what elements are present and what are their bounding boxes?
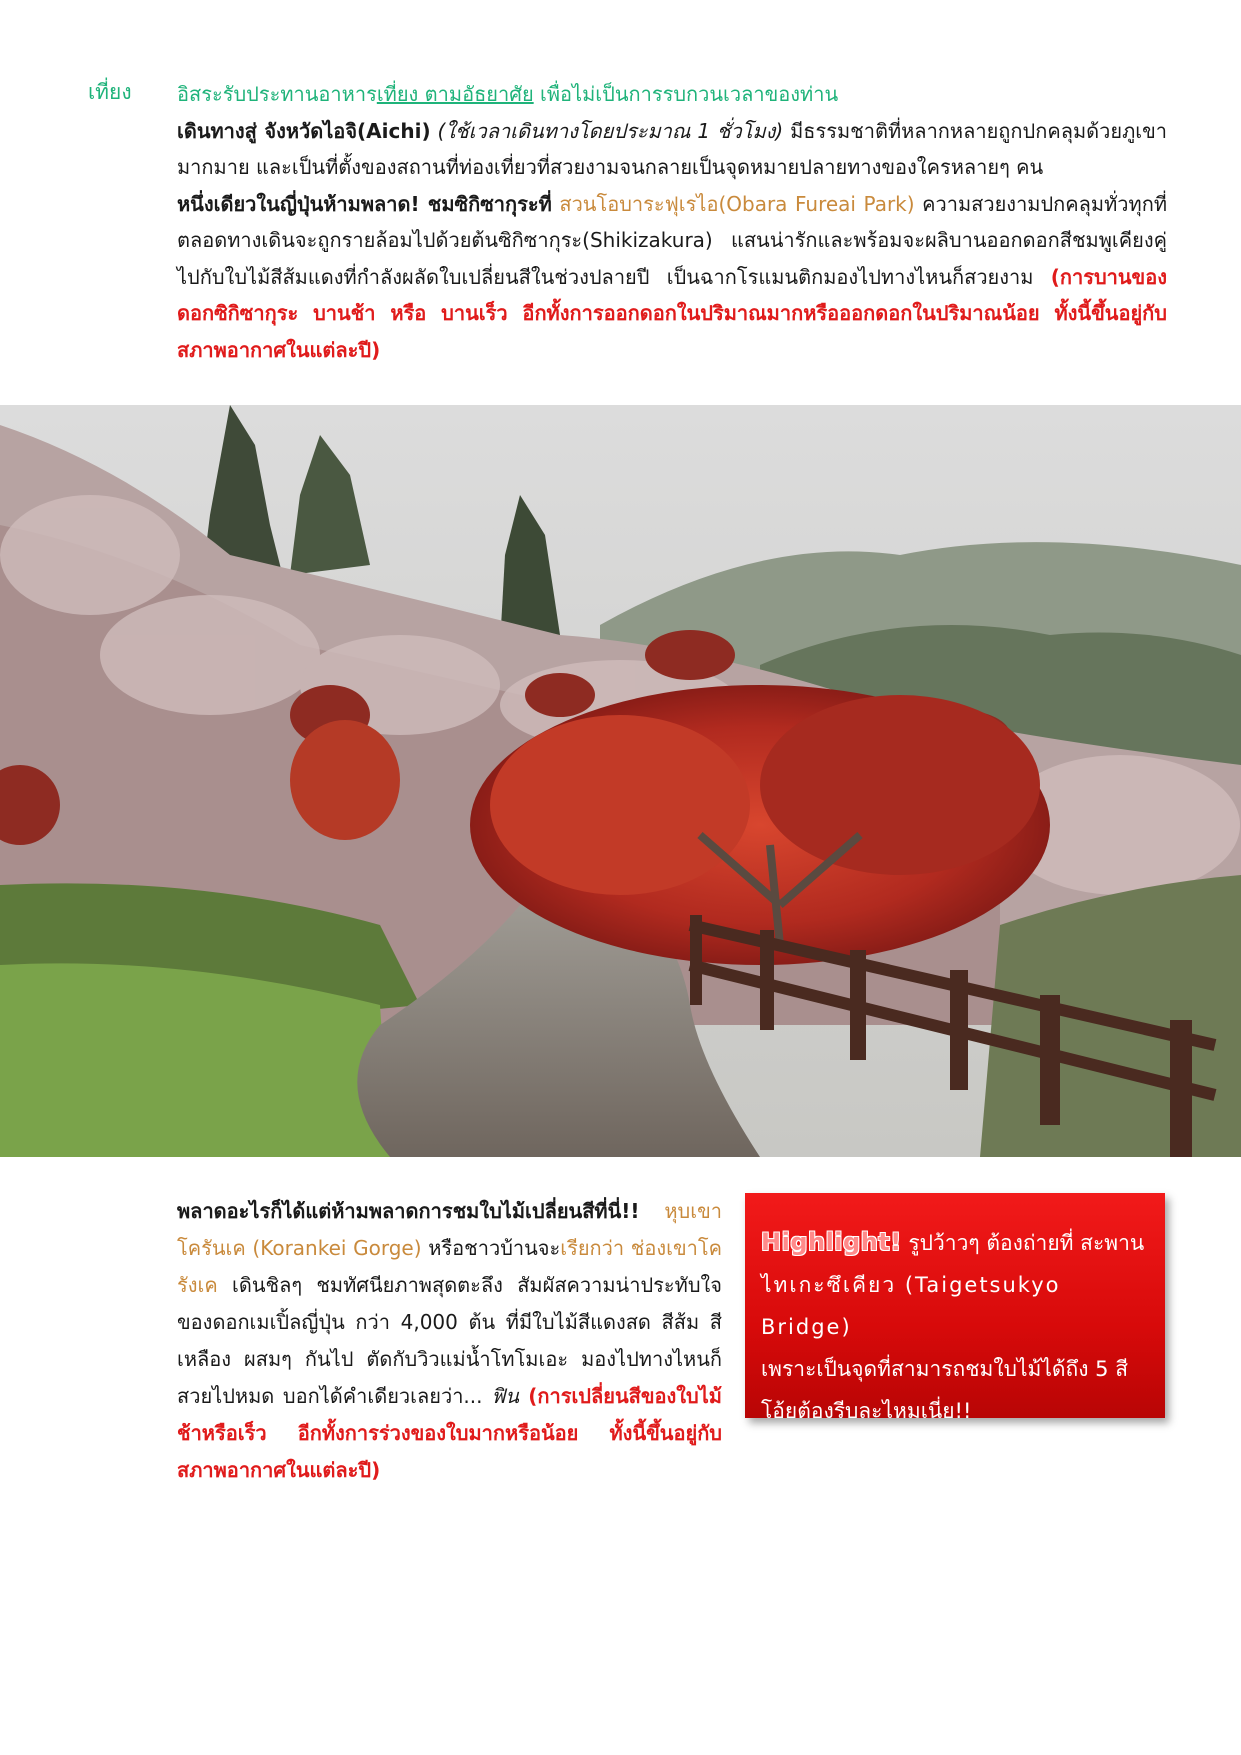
travel-duration: (ใช้เวลาเดินทางโดยประมาณ 1 ชั่วโมง) [430,118,784,143]
lunch-paragraph [177,76,1167,113]
korankei-text [177,1193,722,1489]
highlight-line-2: ไทเกะซึเคียว (Taigetsukyo Bridge) [761,1273,1061,1339]
highlight-line-1 [761,1221,1147,1264]
photo-illustration [0,405,1241,1157]
park-note: (การบานของดอกซิกิซากุระ บานช้า หรือ บานเร็ว อีกทั้งการออกดอกในปริมาณมากหรือออกดอกในปริมาณน้อย ทั้งนี้ขึ้นอยู่กับสภาพอากาศในแต่ละปี) [177,264,1167,362]
korankei-local-call: หรือชาวบ้านจะ [421,1236,561,1260]
lunch-pre: อิสระรับประทานอาหาร [177,82,377,106]
park-name: สวนโอบาระฟุเรไอ(Obara Fureai Park) [551,191,915,216]
travel-paragraph [177,113,1167,186]
korankei-local-name: เรียกว่า ช่องเขาโครังเค [177,1236,722,1297]
park-paragraph [177,186,1167,369]
highlight-line-4: โอ้ยต้องรีบละไหมเนี่ย!! [761,1399,972,1423]
highlight-line-3: เพราะเป็นจุดที่สามารถชมใบไม้ได้ถึง 5 สี [761,1357,1129,1381]
lunch-post: เพื่อไม่เป็นการรบกวนเวลาของท่าน [533,82,839,106]
korankei-place: หุบเขาโครันเค (Korankei Gorge) [177,1199,722,1260]
travel-desc: มีธรรมชาติที่หลากหลายถูกปกคลุมด้วยภูเขามากมาย และเป็นที่ตั้งของสถานที่ท่องเที่ยวที่สวยงามจนกลายเป็นจุดหมายปลายทางของใครหลายๆ คน [177,118,1167,179]
park-headline: หนึ่งเดียวในญี่ปุ่นห้ามพลาด! ชมซิกิซากุระที่ [177,191,552,216]
lunch-underlined: เที่ยง ตามอัธยาศัย [376,82,534,106]
korankei-paragraph [177,1193,722,1489]
time-label: เที่ยง [88,80,132,104]
korankei-intro: พลาดอะไรก็ได้แต่ห้ามพลาดการชมใบไม้เปลี่ยนสีที่นี่!! [177,1199,640,1223]
korankei-desc: เดินชิลๆ ชมทัศนียภาพสุดตะลึง สัมผัสความน่าประทับใจของดอกเมเปิ้ลญี่ปุ่น กว่า 4,000 ต้น ที่มีใบไม้สีแดงสด สีส้ม สีเหลือง ผสมๆ กันไป ตัดกับวิวแม่น้ำโทโมเอะ มองไปทางไหนก็สวยไปหมด บอกได้คำเดียวเลยว่า... [177,1273,722,1408]
autumn-park-photo [0,405,1241,1157]
korankei-fin: ฟิน [482,1384,519,1408]
travel-title: เดินทางสู่ จังหวัดไอจิ(Aichi) [177,118,431,143]
korankei-note: (การเปลี่ยนสีของใบไม้ ช้าหรือเร็ว อีกทั้งการร่วงของใบมากหรือน้อย ทั้งนี้ขึ้นอยู่กับสภาพอากาศในแต่ละปี) [177,1384,722,1482]
park-desc: ความสวยงามปกคลุมทั่วทุกที่ ตลอดทางเดินจะถูกรายล้อมไปด้วยต้นซิกิซากุระ(Shikizakura) แสนน่ารักและพร้อมจะผลิบานออกดอกสีชมพูเคียงคู่ไปกับใบไม้สีส้มแดงที่กำลังผลัดใบเปลี่ยนสีในช่วงปลายปี เป็นฉากโรแมนติกมองไปทางไหนก็สวยงาม [177,191,1167,289]
highlight-box [745,1193,1165,1423]
schedule-text [177,76,1167,368]
highlight-title: Highlight! [761,1228,902,1256]
highlight-text-1: รูปว้าวๆ ต้องถ่ายที่ สะพาน [901,1231,1145,1255]
